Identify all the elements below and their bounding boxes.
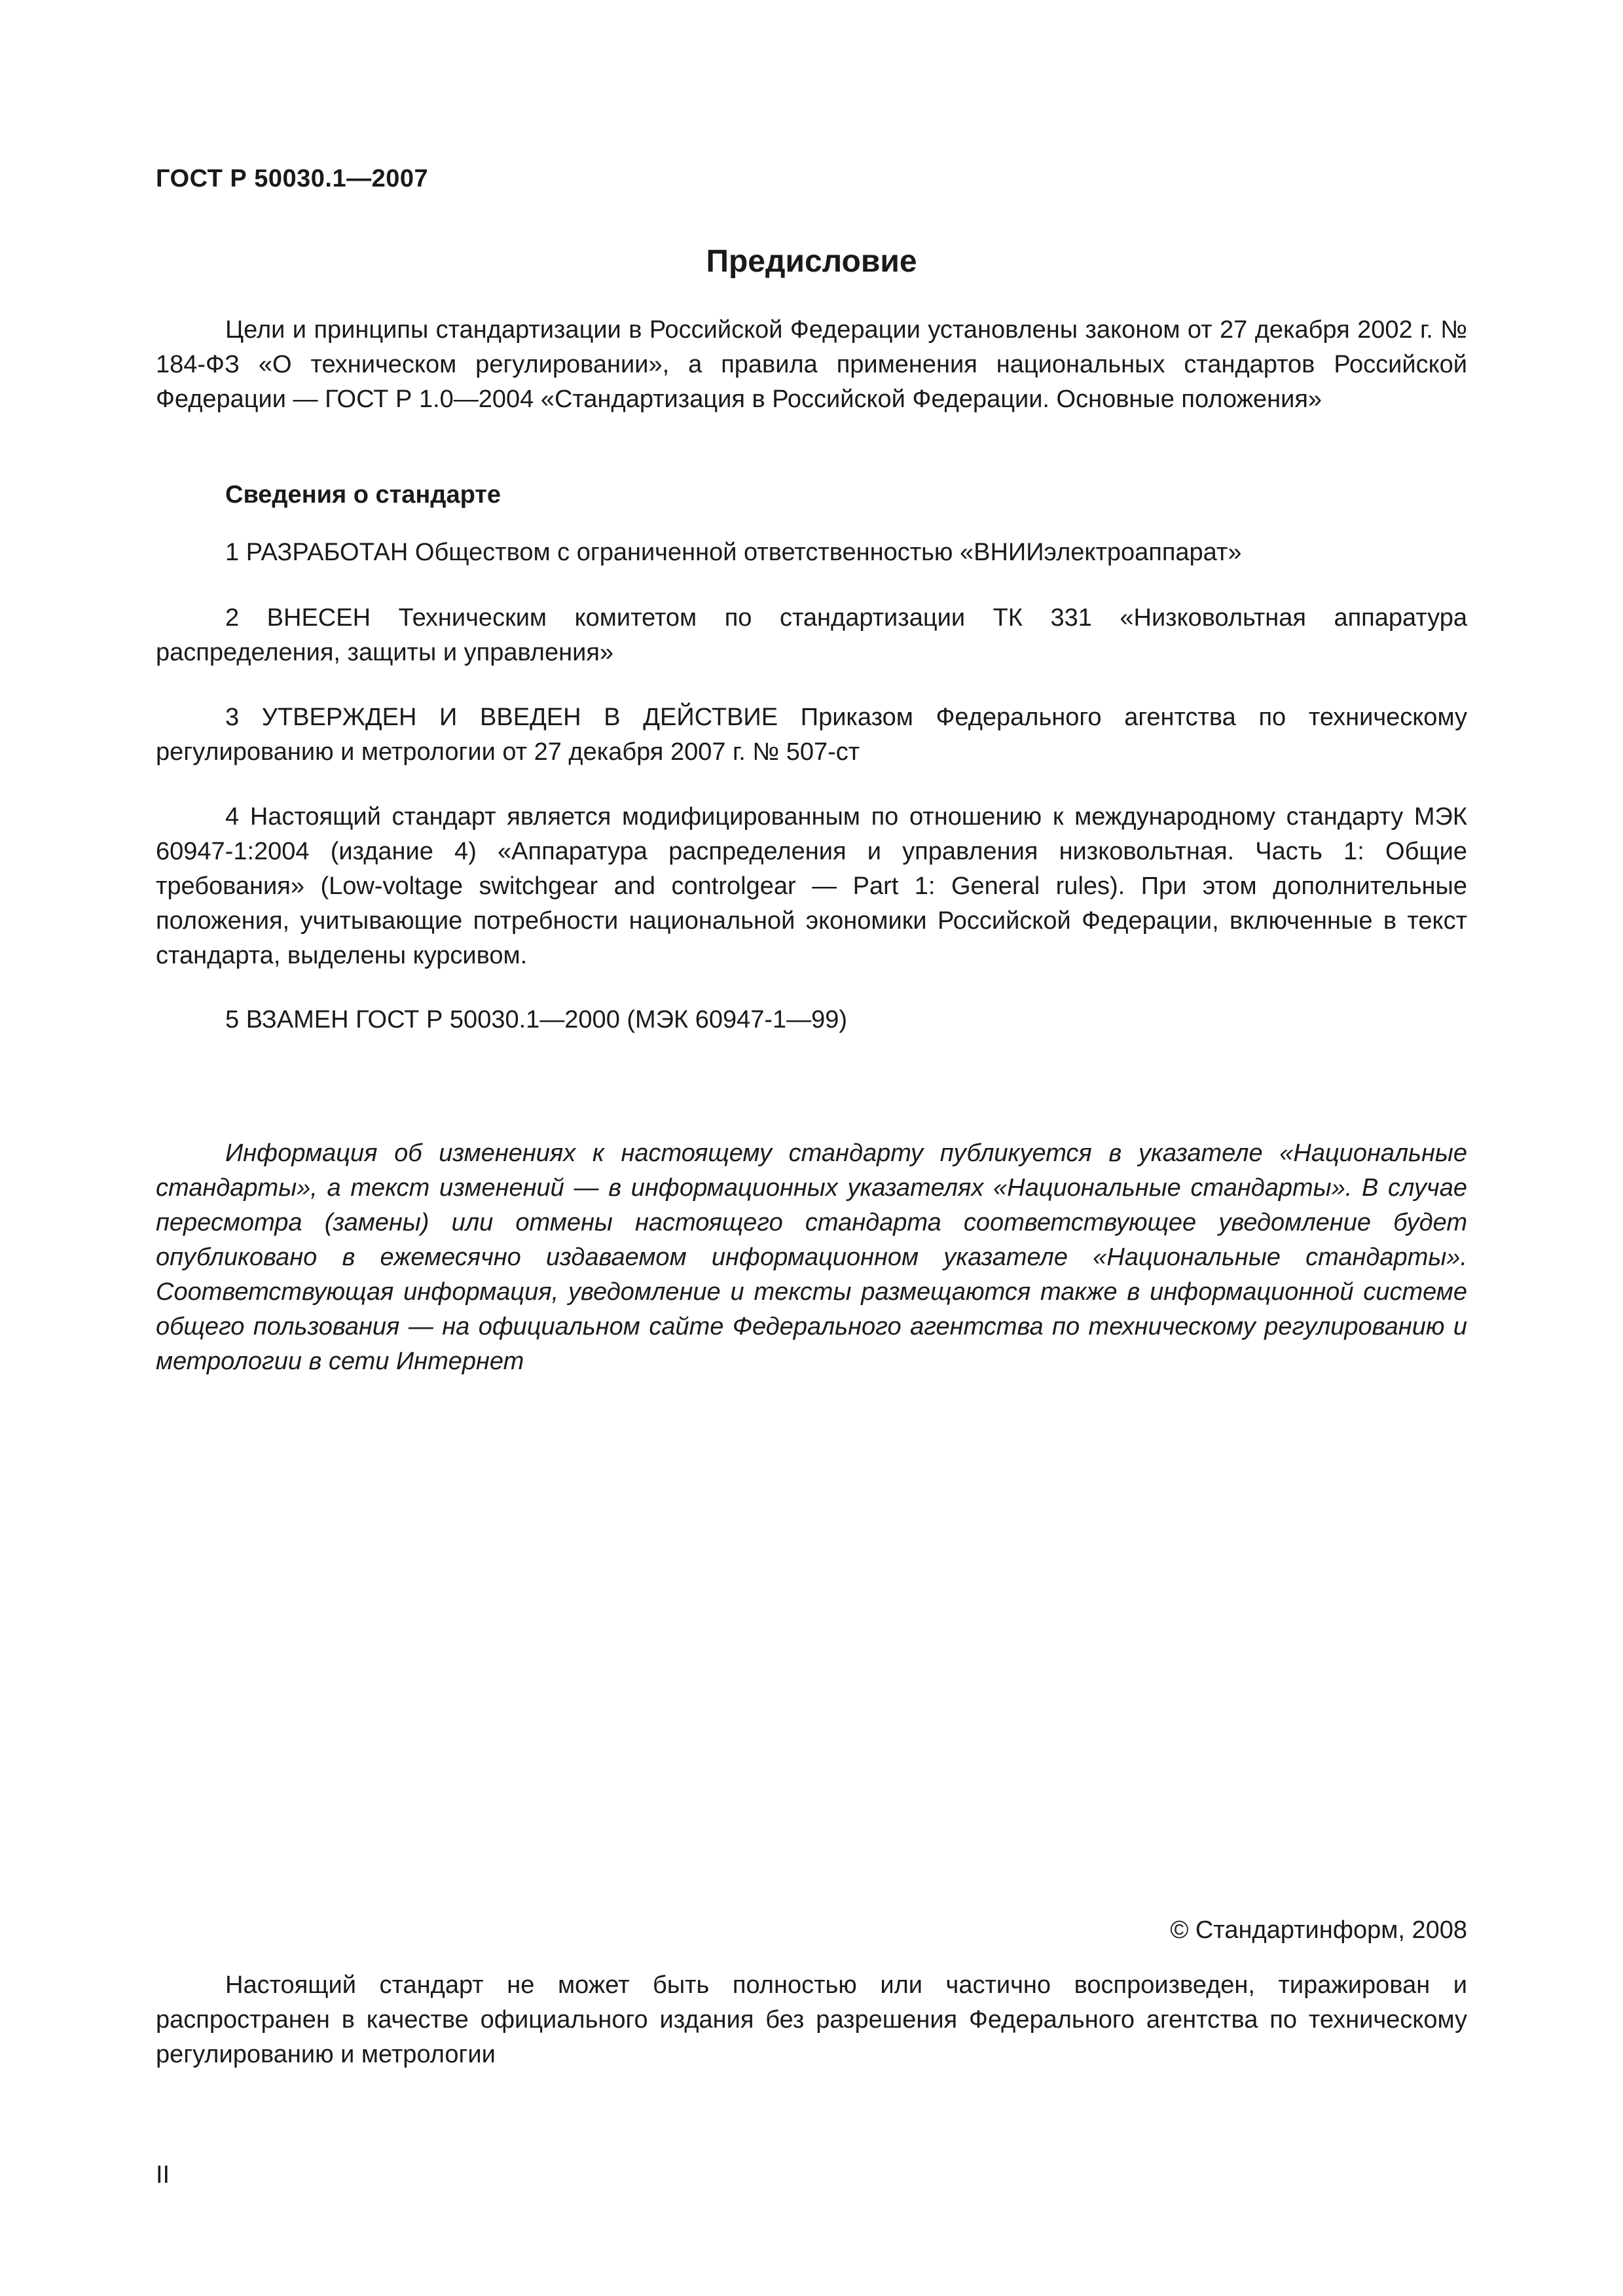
item-text: 3 УТВЕРЖДЕН И ВВЕДЕН В ДЕЙСТВИЕ Приказом Федерального агентства по техническому регулированию и метрологии от 27 декабря 2007 г. № 507-ст [156, 704, 1467, 766]
item-text: 1 РАЗРАБОТАН Обществом с ограниченной ответственностью «ВНИИэлектроаппарат» [225, 539, 1242, 566]
item-text: 2 ВНЕСЕН Техническим комитетом по стандартизации ТК 331 «Низковольтная аппаратура распределения, защиты и управления» [156, 604, 1467, 666]
page-number: II [156, 2161, 170, 2189]
intro-paragraph [156, 313, 1467, 417]
reproduction-notice [156, 1968, 1467, 2072]
page-title: Предисловие [706, 244, 917, 279]
intro-text: Цели и принципы стандартизации в Российской Федерации установлены законом от 27 декабря 2002 г. № 184-ФЗ «О техническом регулировании», а правила применения национальных стандартов Российской Федерации — ГОСТ Р 1.0—2004 «Стандартизация в Российской Федерации. Основные положения» [156, 316, 1467, 413]
standard-info-item-1 [156, 535, 1467, 570]
standard-info-item-3 [156, 700, 1467, 770]
standard-info-item-4 [156, 800, 1467, 973]
reproduction-notice-text: Настоящий стандарт не может быть полностью или частично воспроизведен, тиражирован и распространен в качестве официального издания без разрешения Федерального агентства по техническому регулированию и метрологии [156, 1971, 1467, 2068]
copyright: © Стандартинформ, 2008 [1170, 1916, 1467, 1944]
standard-info-item-5 [156, 1003, 1467, 1037]
standard-info-item-2 [156, 601, 1467, 670]
item-text: 4 Настоящий стандарт является модифицированным по отношению к международному стандарту МЭК 60947-1:2004 (издание 4) «Аппаратура распределения и управления низковольтная. Часть 1: Общие требования» (Low-voltage switchgear and controlgear — Part 1: General rules). При этом дополнительные положения, учитывающие потребности национальной экономики Российской Федерации, включенные в текст стандарта, выделены курсивом. [156, 803, 1467, 969]
item-text: 5 ВЗАМЕН ГОСТ Р 50030.1—2000 (МЭК 60947-1—99) [225, 1006, 848, 1033]
changes-notice [156, 1136, 1467, 1379]
changes-notice-text: Информация об изменениях к настоящему стандарту публикуется в указателе «Национальные стандарты», а текст изменений — в информационных указателях «Национальные стандарты». В случае пересмотра (замены) или отмены настоящего стандарта соответствующее уведомление будет опубликовано в ежемесячно издаваемом информационном указателе «Национальные стандарты». Соответствующая информация, уведомление и тексты размещаются также в информационной системе общего пользования — на официальном сайте Федерального агентства по техническому регулированию и метрологии в сети Интернет [156, 1139, 1467, 1375]
document-code: ГОСТ Р 50030.1—2007 [156, 165, 429, 192]
standard-info-heading: Сведения о стандарте [225, 481, 501, 509]
